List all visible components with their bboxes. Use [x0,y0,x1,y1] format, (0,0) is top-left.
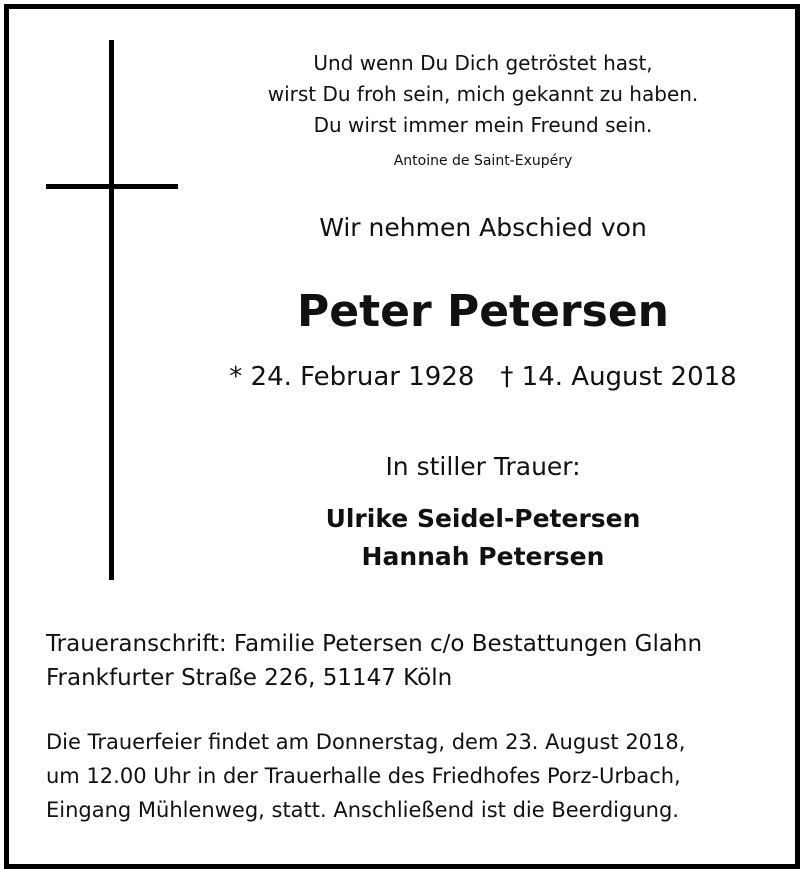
mourner-name: Ulrike Seidel-Petersen [325,504,641,533]
mourner-name: Hannah Petersen [361,542,605,571]
birth-date: * 24. Februar 1928 [229,362,475,392]
ceremony-line: Eingang Mühlenweg, statt. Anschließend ist die Beerdigung. [46,798,679,822]
quote-line: Du wirst immer mein Freund sein. [313,113,653,137]
life-dates [200,360,766,394]
ceremony-line: um 12.00 Uhr in der Trauerhalle des Friedhofes Porz-Urbach, [46,764,681,788]
address-line: Frankfurter Straße 226, 51147 Köln [46,665,453,691]
mourning-heading: In stiller Trauer: [385,452,581,481]
death-date: † 14. August 2018 [500,362,737,392]
quote-line: Und wenn Du Dich getröstet hast, [313,51,653,75]
deceased-name: Peter Petersen [296,286,669,337]
quote-author: Antoine de Saint-Exupéry [393,153,573,169]
quote [200,48,766,141]
ceremony-line: Die Trauerfeier findet am Donnerstag, dem 23. August 2018, [46,730,686,754]
quote-line: wirst Du froh sein, mich gekannt zu haben. [267,82,699,106]
ceremony-info [46,725,758,827]
cross-icon-vertical-bar [109,40,114,580]
address-line: Traueranschrift: Familie Petersen c/o Bestattungen Glahn [46,631,703,657]
mourning-address [46,627,766,695]
mourners-list [200,500,766,576]
farewell-heading: Wir nehmen Abschied von [319,213,647,242]
cross-icon-horizontal-bar [46,184,178,189]
